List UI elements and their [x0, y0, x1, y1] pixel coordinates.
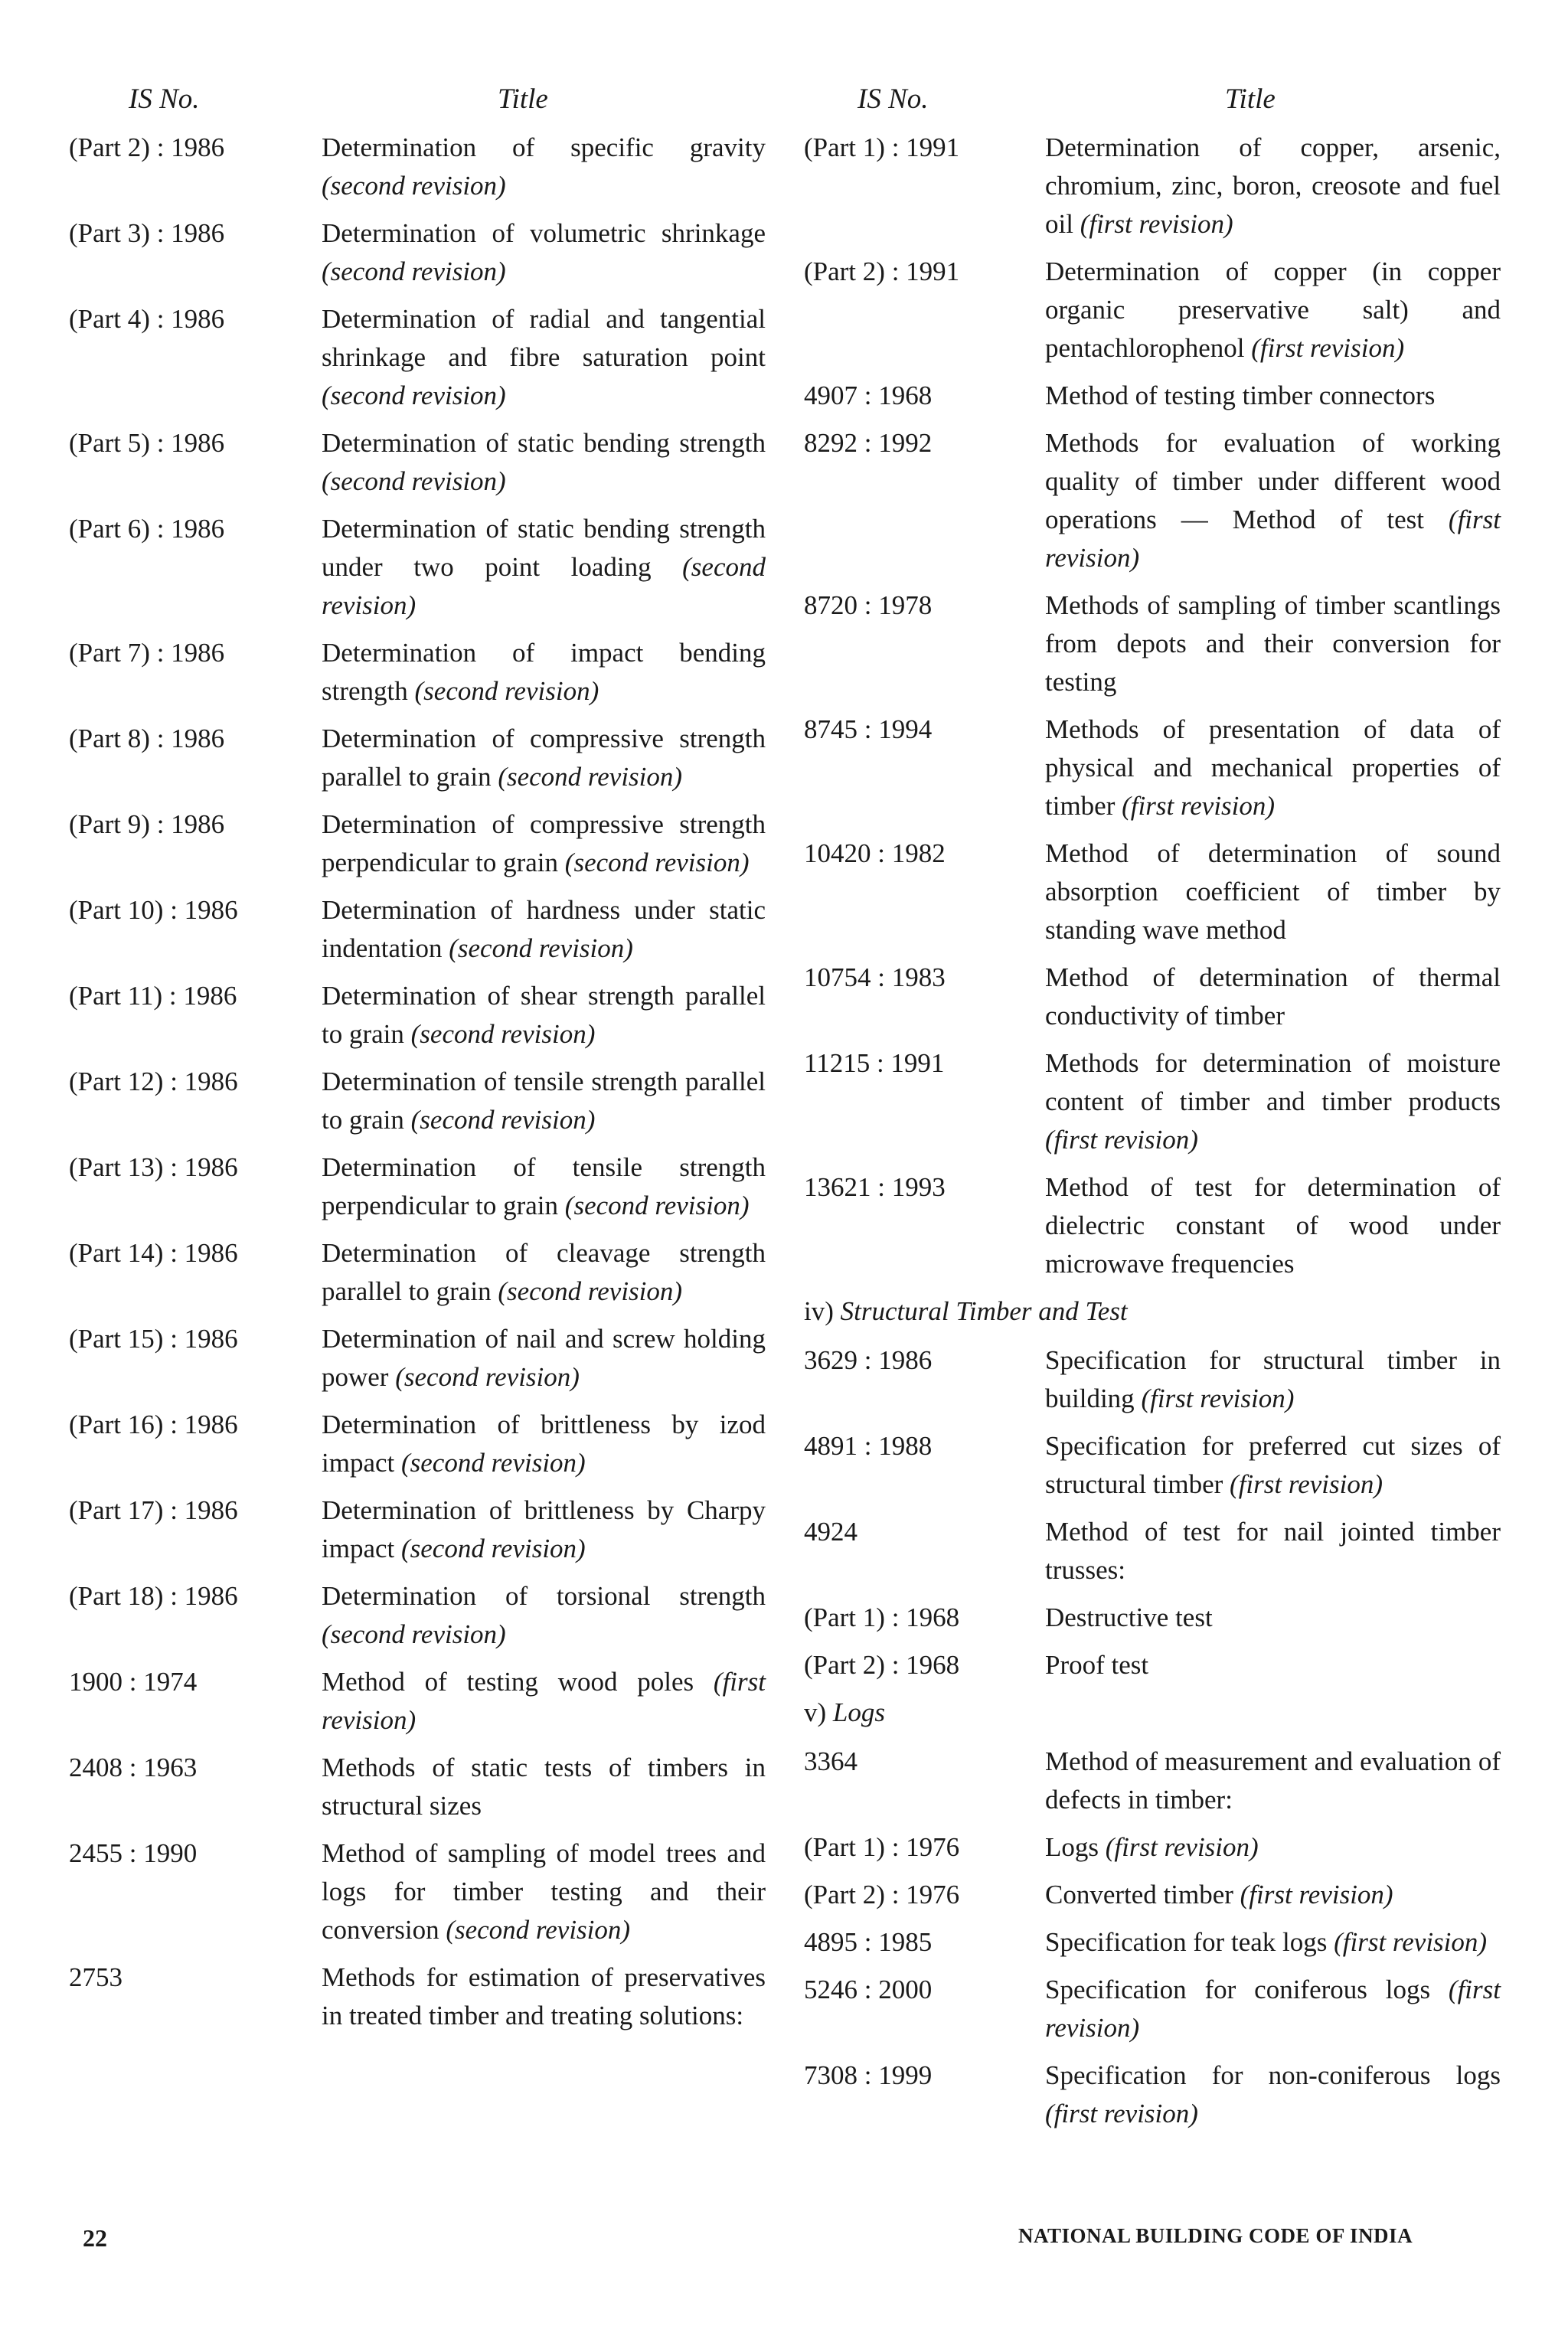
standard-title	[322, 1234, 766, 1311]
title-text: Determination of brittleness by Charpy impact	[322, 1495, 766, 1563]
page-number: 22	[83, 2224, 107, 2252]
is-number: (Part 14) : 1986	[69, 1238, 238, 1268]
standard-title	[1045, 835, 1501, 949]
logs-list	[804, 1743, 1501, 2133]
title-heading: Title	[498, 83, 548, 115]
standard-title	[1045, 1743, 1501, 1819]
is-number: 8720 : 1978	[804, 590, 933, 620]
right-column-header	[804, 83, 1501, 129]
is-number: (Part 2) : 1968	[804, 1650, 960, 1680]
is-number: 11215 : 1991	[804, 1048, 945, 1078]
standard-title	[1045, 959, 1501, 1035]
title-text: Destructive test	[1045, 1602, 1213, 1632]
standard-title	[1045, 1044, 1501, 1159]
standard-title	[1045, 1427, 1501, 1504]
title-text: Determination of impact bending strength	[322, 638, 766, 706]
standard-title	[322, 805, 766, 882]
is-number: (Part 1) : 1968	[804, 1602, 960, 1632]
standard-title	[1045, 1513, 1501, 1589]
revision-note: (first revision)	[1045, 505, 1501, 573]
standard-entry	[804, 586, 1501, 701]
is-number: (Part 17) : 1986	[69, 1495, 238, 1525]
is-number: 4907 : 1968	[804, 381, 933, 410]
standard-entry	[804, 1828, 1501, 1867]
standard-entry	[69, 1577, 766, 1654]
is-number: 3364	[804, 1746, 858, 1776]
standard-entry	[804, 1876, 1501, 1914]
standard-entry	[69, 1491, 766, 1568]
title-text: Converted timber	[1045, 1880, 1240, 1909]
revision-note: (second revision)	[414, 676, 599, 706]
standard-title	[322, 1491, 766, 1568]
structural-timber-list	[804, 1341, 1501, 1684]
title-text: Determination of copper, arsenic, chromium, zinc, boron, creosote and fuel oil	[1045, 132, 1501, 239]
revision-note: (second revision)	[564, 1191, 750, 1220]
title-text: Determination of compressive strength parallel to grain	[322, 724, 766, 792]
revision-note: (first revision)	[1141, 1384, 1295, 1413]
standard-entry	[804, 1044, 1501, 1159]
revision-note: (second revision)	[401, 1448, 586, 1478]
standard-entry	[804, 1341, 1501, 1418]
title-text: Determination of cleavage strength parallel to grain	[322, 1238, 766, 1306]
standard-title	[1045, 2056, 1501, 2133]
standard-title	[1045, 253, 1501, 368]
is-number: (Part 2) : 1991	[804, 256, 960, 286]
standard-entry	[804, 377, 1501, 415]
title-text: Methods of static tests of timbers in structural sizes	[322, 1753, 766, 1821]
standard-title	[1045, 586, 1501, 701]
title-text: Specification for non-coniferous logs	[1045, 2060, 1501, 2090]
revision-note: (second revision)	[322, 171, 506, 201]
standard-entry	[69, 891, 766, 968]
title-text: Determination of torsional strength	[322, 1581, 766, 1611]
standard-entry	[804, 2056, 1501, 2133]
standard-entry	[69, 1320, 766, 1397]
title-text: Determination of static bending strength	[322, 428, 766, 458]
standard-title	[1045, 377, 1501, 415]
is-number: 4924	[804, 1517, 858, 1547]
is-number: (Part 12) : 1986	[69, 1067, 238, 1096]
is-number: 5246 : 2000	[804, 1975, 933, 2004]
standard-entry	[69, 1663, 766, 1740]
standard-title	[322, 1834, 766, 1949]
standard-title	[1045, 424, 1501, 577]
revision-note: (first revision)	[322, 1667, 766, 1735]
standard-title	[1045, 1599, 1501, 1637]
is-number: 3629 : 1986	[804, 1345, 933, 1375]
is-number: (Part 9) : 1986	[69, 809, 225, 839]
standard-entry	[69, 1958, 766, 2035]
revision-note: (second revision)	[498, 1276, 683, 1306]
standard-entry	[69, 214, 766, 291]
standard-title	[1045, 1876, 1501, 1914]
title-text: Determination of radial and tangential shrinkage and fibre saturation point	[322, 304, 766, 372]
title-text: Method of testing wood poles	[322, 1667, 714, 1697]
standard-entry	[69, 1834, 766, 1949]
is-number: (Part 8) : 1986	[69, 724, 225, 753]
standard-entry	[804, 1646, 1501, 1684]
revision-note: (first revision)	[1122, 791, 1276, 821]
standard-title	[1045, 1923, 1501, 1962]
right-column	[804, 83, 1501, 2142]
standard-title	[322, 510, 766, 625]
standard-title	[322, 424, 766, 501]
title-text: Determination of tensile strength parallel to grain	[322, 1067, 766, 1135]
revision-note: (first revision)	[1230, 1469, 1383, 1499]
revision-note: (second revision)	[401, 1534, 586, 1563]
standard-title	[322, 1958, 766, 2035]
revision-note: (first revision)	[1080, 209, 1233, 239]
standard-entry	[804, 1168, 1501, 1283]
standard-title	[322, 977, 766, 1054]
standard-entry	[804, 129, 1501, 243]
is-no-heading: IS No.	[858, 83, 929, 115]
revision-note: (second revision)	[446, 1915, 631, 1945]
standard-title	[1045, 1828, 1501, 1867]
is-number: (Part 15) : 1986	[69, 1324, 238, 1354]
title-text: Determination of nail and screw holding power	[322, 1324, 766, 1392]
title-text: Determination of brittleness by izod impact	[322, 1410, 766, 1478]
is-number: (Part 5) : 1986	[69, 428, 225, 458]
standard-title	[322, 1148, 766, 1225]
standard-entry	[804, 959, 1501, 1035]
standard-title	[322, 1749, 766, 1825]
standard-title	[322, 1663, 766, 1740]
is-number: (Part 16) : 1986	[69, 1410, 238, 1439]
title-text: Method of test for determination of dielectric constant of wood under microwave frequencies	[1045, 1172, 1501, 1279]
is-number: (Part 6) : 1986	[69, 514, 225, 544]
standard-entry	[69, 977, 766, 1054]
revision-note: (first revision)	[1251, 333, 1405, 363]
standard-entry	[69, 720, 766, 796]
is-number: (Part 11) : 1986	[69, 981, 237, 1011]
title-text: Proof test	[1045, 1650, 1149, 1680]
standard-title	[322, 891, 766, 968]
revision-note: (second revision)	[322, 1619, 506, 1649]
revision-note: (second revision)	[395, 1362, 580, 1392]
right-standards-list	[804, 129, 1501, 1283]
revision-note: (second revision)	[322, 466, 506, 496]
standard-title	[322, 720, 766, 796]
title-text: Methods of presentation of data of physical and mechanical properties of timber	[1045, 714, 1501, 821]
is-number: 2753	[69, 1962, 122, 1992]
is-number: (Part 2) : 1976	[804, 1880, 960, 1909]
is-number: 8292 : 1992	[804, 428, 933, 458]
standard-entry	[69, 1148, 766, 1225]
revision-note: (second revision)	[322, 381, 506, 410]
is-number: 7308 : 1999	[804, 2060, 933, 2090]
revision-note: (second revision)	[322, 552, 766, 620]
standard-entry	[69, 300, 766, 415]
revision-note: (first revision)	[1045, 2099, 1198, 2128]
revision-note: (second revision)	[449, 933, 633, 963]
left-standards-list	[69, 129, 766, 2035]
standard-entry	[804, 1923, 1501, 1962]
standard-entry	[804, 253, 1501, 368]
standard-entry	[804, 1743, 1501, 1819]
title-text: Determination of compressive strength perpendicular to grain	[322, 809, 766, 877]
standard-entry	[69, 1749, 766, 1825]
standard-entry	[804, 1427, 1501, 1504]
standard-title	[322, 300, 766, 415]
title-text: Method of testing timber connectors	[1045, 381, 1436, 410]
standard-entry	[804, 1971, 1501, 2047]
standard-title	[322, 214, 766, 291]
is-number: (Part 4) : 1986	[69, 304, 225, 334]
standard-entry	[69, 510, 766, 625]
standard-entry	[804, 711, 1501, 825]
title-text: Determination of volumetric shrinkage	[322, 218, 766, 248]
revision-note: (first revision)	[1045, 1125, 1198, 1155]
is-number: (Part 7) : 1986	[69, 638, 225, 668]
revision-note: (first revision)	[1105, 1832, 1259, 1862]
is-number: (Part 13) : 1986	[69, 1152, 238, 1182]
title-text: Determination of shear strength parallel to grain	[322, 981, 766, 1049]
standard-title	[322, 1320, 766, 1397]
standard-title	[1045, 1646, 1501, 1684]
standard-title	[322, 129, 766, 205]
is-number: 13621 : 1993	[804, 1172, 946, 1202]
standard-title	[322, 1063, 766, 1139]
is-number: 1900 : 1974	[69, 1667, 198, 1697]
is-number: (Part 3) : 1986	[69, 218, 225, 248]
standard-entry	[804, 835, 1501, 949]
standard-entry	[69, 1406, 766, 1482]
standard-entry	[69, 634, 766, 711]
title-text: Method of test for nail jointed timber trusses:	[1045, 1517, 1501, 1585]
running-title: NATIONAL BUILDING CODE OF INDIA	[1018, 2224, 1413, 2247]
is-number: 8745 : 1994	[804, 714, 933, 744]
is-number: 4891 : 1988	[804, 1431, 933, 1461]
title-text: Specification for preferred cut sizes of structural timber	[1045, 1431, 1501, 1499]
revision-note: (second revision)	[410, 1019, 596, 1049]
title-text: Methods for estimation of preservatives in treated timber and treating solutions:	[322, 1962, 766, 2030]
standard-title	[322, 1577, 766, 1654]
title-text: Specification for teak logs	[1045, 1927, 1334, 1957]
standard-title	[1045, 1168, 1501, 1283]
standard-title	[1045, 129, 1501, 243]
is-number: (Part 18) : 1986	[69, 1581, 238, 1611]
is-number: (Part 10) : 1986	[69, 895, 238, 925]
is-number: 2455 : 1990	[69, 1838, 198, 1868]
revision-note: (second revision)	[564, 848, 750, 877]
standard-entry	[69, 424, 766, 501]
title-text: Method of sampling of model trees and logs for timber testing and their conversion	[322, 1838, 766, 1945]
revision-note: (second revision)	[410, 1105, 596, 1135]
title-text: Method of measurement and evaluation of defects in timber:	[1045, 1746, 1501, 1815]
left-column	[69, 83, 766, 2044]
title-text: Determination of static bending strength under two point loading	[322, 514, 766, 582]
standard-entry	[804, 424, 1501, 577]
is-number: (Part 2) : 1986	[69, 132, 225, 162]
title-text: Specification for structural timber in building	[1045, 1345, 1501, 1413]
standard-title	[322, 634, 766, 711]
title-text: Specification for coniferous logs	[1045, 1975, 1449, 2004]
title-text: Determination of copper (in copper organic preservative salt) and pentachlorophenol	[1045, 256, 1501, 363]
is-no-heading: IS No.	[129, 83, 200, 115]
title-text: Methods for determination of moisture content of timber and timber products	[1045, 1048, 1501, 1116]
standard-entry	[69, 805, 766, 882]
standard-entry	[804, 1599, 1501, 1637]
section-heading-structural-timber: iv) Structural Timber and Test	[804, 1296, 1128, 1326]
standard-title	[1045, 711, 1501, 825]
standard-entry	[69, 129, 766, 205]
revision-note: (second revision)	[322, 256, 506, 286]
section-heading-logs: v) Logs	[804, 1697, 885, 1727]
is-number: (Part 1) : 1991	[804, 132, 960, 162]
left-column-header	[69, 83, 766, 129]
is-number: 4895 : 1985	[804, 1927, 933, 1957]
revision-note: (second revision)	[498, 762, 683, 792]
standard-title	[1045, 1341, 1501, 1418]
standard-title	[1045, 1971, 1501, 2047]
title-text: Method of determination of thermal conductivity of timber	[1045, 962, 1501, 1031]
revision-note: (first revision)	[1045, 1975, 1501, 2043]
is-number: (Part 1) : 1976	[804, 1832, 960, 1862]
title-text: Determination of hardness under static indentation	[322, 895, 766, 963]
title-text: Method of determination of sound absorption coefficient of timber by standing wave method	[1045, 838, 1501, 945]
title-text: Determination of tensile strength perpendicular to grain	[322, 1152, 766, 1220]
title-text: Determination of specific gravity	[322, 132, 766, 162]
revision-note: (first revision)	[1240, 1880, 1393, 1909]
title-text: Methods of sampling of timber scantlings from depots and their conversion for testing	[1045, 590, 1501, 697]
is-number: 10420 : 1982	[804, 838, 946, 868]
standard-entry	[804, 1513, 1501, 1589]
revision-note: (first revision)	[1334, 1927, 1488, 1957]
title-heading: Title	[1225, 83, 1276, 115]
standard-entry	[69, 1234, 766, 1311]
is-number: 10754 : 1983	[804, 962, 946, 992]
title-text: Logs	[1045, 1832, 1106, 1862]
standard-title	[322, 1406, 766, 1482]
title-text: Methods for evaluation of working quality of timber under different wood operations — Method of test	[1045, 428, 1501, 534]
is-number: 2408 : 1963	[69, 1753, 198, 1782]
standard-entry	[69, 1063, 766, 1139]
